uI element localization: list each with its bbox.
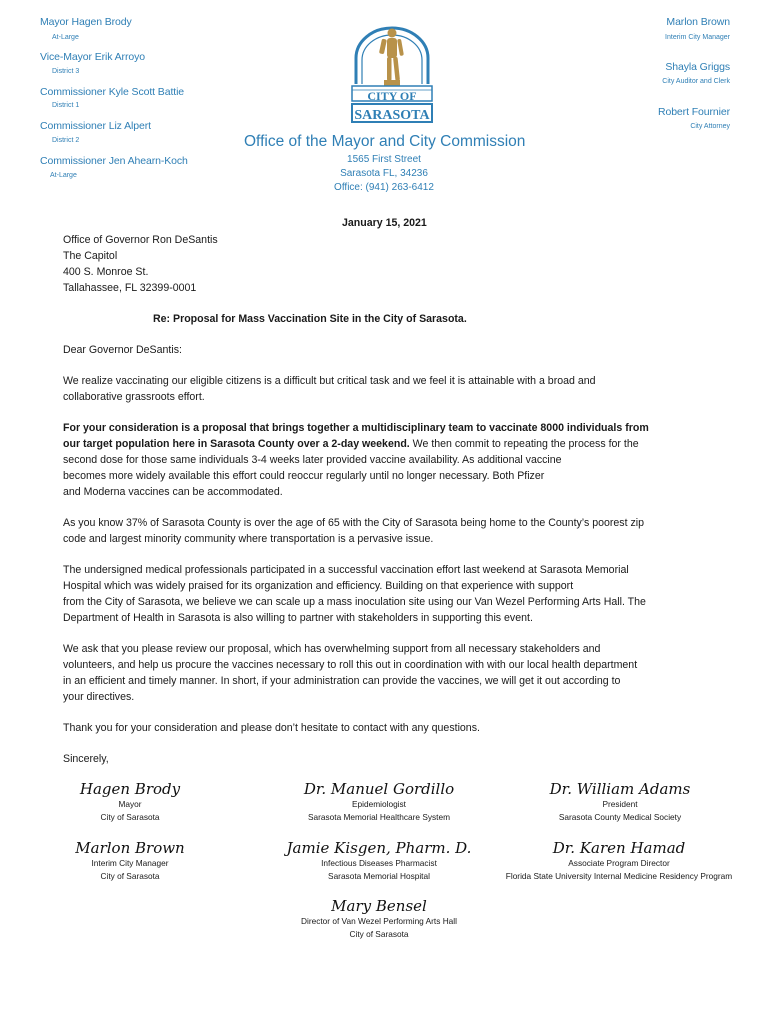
recipient-line: The Capitol	[63, 250, 118, 262]
staff-name: Robert Fournier	[657, 106, 730, 118]
paragraph-line: For your consideration is a proposal that brings together a multidisciplinary team to vaccinate 8000 individuals from	[63, 422, 649, 434]
paragraph-line: volunteers, and help us procure the vaccines necessary to roll this out in coordination with with our local health department	[63, 659, 638, 671]
office-phone: Office: (941) 263-6412	[334, 182, 434, 193]
signature-title: Mayor	[118, 799, 142, 809]
paragraph-2	[63, 420, 723, 500]
signature-block	[40, 780, 220, 824]
paragraph-line: in an efficient and timely manner. In short, if your administration can provide the vaccines, we will get it out according to	[63, 675, 621, 687]
paragraph-6: Thank you for your consideration and please don’t hesitate to contact with any questions.	[63, 722, 480, 734]
paragraph-3	[63, 515, 723, 547]
paragraph-line: collaborative grassroots effort.	[63, 391, 205, 403]
official-name: Mayor Hagen Brody	[40, 16, 132, 28]
paragraph-line: and Moderna vaccines can be accommodated.	[63, 486, 283, 498]
signature-name: Dr. Karen Hamad	[552, 839, 686, 857]
signature-title: Interim City Manager	[91, 858, 169, 868]
recipient-address	[63, 232, 723, 296]
paragraph-1	[63, 373, 723, 405]
paragraph-line: As you know 37% of Sarasota County is over the age of 65 with the City of Sarasota being home to the County’s poorest zip	[63, 517, 645, 529]
closing: Sincerely,	[63, 753, 109, 765]
official-name: Commissioner Liz Alpert	[40, 120, 151, 132]
signature-org: City of Sarasota	[349, 929, 409, 939]
signature-org: Sarasota Memorial Healthcare System	[307, 812, 451, 822]
signature-org: Sarasota Memorial Hospital	[328, 871, 430, 881]
office-title: Office of the Mayor and City Commission	[244, 133, 526, 150]
signature-block	[254, 780, 504, 824]
signature-title: Epidemiologist	[352, 799, 406, 809]
signature-org: City of Sarasota	[100, 871, 160, 881]
official-name: Vice-Mayor Erik Arroyo	[40, 51, 145, 63]
city-seal-icon	[350, 24, 434, 130]
signature-org: City of Sarasota	[100, 812, 160, 822]
signature-title: Infectious Diseases Pharmacist	[321, 858, 437, 868]
letter-subject: Re: Proposal for Mass Vaccination Site in the City of Sarasota.	[153, 313, 467, 325]
signature-name: Dr. William Adams	[549, 780, 691, 798]
signature-name: Jamie Kisgen, Pharm. D.	[286, 839, 472, 857]
paragraph-line: from the City of Sarasota, we believe we can scale up a mass inoculation site using our Van Wezel Performing Arts Hall. The	[63, 596, 646, 608]
staff-title: Interim City Manager	[665, 34, 730, 41]
paragraph-line: becomes more widely available this effort could reoccur regularly until no longer necessary. Both Pfizer	[63, 470, 545, 482]
logo-city-of: CITY OF	[367, 89, 417, 103]
signature-org: Florida State University Internal Medicine Residency Program	[505, 871, 733, 881]
recipient-line: 400 S. Monroe St.	[63, 266, 149, 278]
official-district: District 1	[52, 102, 80, 109]
paragraph-line: We ask that you please review our proposal, which has overwhelming support from all necessary stakeholders and	[63, 643, 601, 655]
signature-block	[490, 839, 748, 883]
city-logo	[350, 24, 434, 135]
official-district: District 3	[52, 68, 80, 75]
paragraph-line: We realize vaccinating our eligible citizens is a difficult but critical task and we feel it is attainable with a broad and	[63, 375, 596, 387]
signature-block	[520, 780, 720, 824]
bold-phrase: our target population here in Sarasota County over a 2-day weekend.	[63, 438, 410, 450]
signature-name: Hagen Brody	[79, 780, 181, 798]
salutation: Dear Governor DeSantis:	[63, 344, 182, 356]
signature-block	[254, 897, 504, 941]
paragraph-line: Hospital which was widely praised for its organization and efficiency. Building on that experience with support	[63, 580, 574, 592]
signature-name: Marlon Brown	[75, 839, 185, 857]
official-district: District 2	[52, 137, 80, 144]
paragraph-line: code and largest minority community where transportation is a pervasive issue.	[63, 533, 434, 545]
signature-title: President	[602, 799, 638, 809]
signature-title: Associate Program Director	[568, 858, 670, 868]
paragraph-line: second dose for those same individuals 3-4 weeks later provided vaccine availability. As additional vaccine	[63, 454, 562, 466]
signature-block	[40, 839, 220, 883]
official-district: At-Large	[52, 34, 79, 41]
paragraph-5	[63, 641, 723, 705]
logo-sarasota: SARASOTA	[354, 108, 430, 123]
signature-title: Director of Van Wezel Performing Arts Hall	[300, 916, 457, 926]
office-address-city: Sarasota FL, 34236	[340, 168, 428, 179]
paragraph-line	[63, 436, 723, 452]
staff-title: City Attorney	[690, 123, 730, 130]
staff-name: Marlon Brown	[666, 16, 730, 28]
recipient-line: Tallahassee, FL 32399-0001	[63, 282, 197, 294]
paragraph-line: The undersigned medical professionals participated in a successful vaccination effort last weekend at Sarasota Memorial	[63, 564, 629, 576]
signature-block	[254, 839, 504, 883]
staff-title: City Auditor and Clerk	[662, 78, 730, 85]
official-name: Commissioner Jen Ahearn-Koch	[40, 155, 188, 167]
official-district: At-Large	[50, 172, 77, 179]
official-name: Commissioner Kyle Scott Battie	[40, 86, 185, 98]
paragraph-text: We then commit to repeating the process for the	[409, 438, 639, 450]
signature-name: Dr. Manuel Gordillo	[303, 780, 455, 798]
staff-name: Shayla Griggs	[665, 61, 730, 73]
office-address-street: 1565 First Street	[347, 154, 421, 165]
signature-org: Sarasota County Medical Society	[558, 812, 682, 822]
paragraph-line: Department of Health in Sarasota is also willing to partner with stakeholders in supporting this event.	[63, 612, 533, 624]
signature-name: Mary Bensel	[331, 897, 427, 915]
paragraph-4	[63, 562, 723, 626]
paragraph-line: your directives.	[63, 691, 135, 703]
recipient-line: Office of Governor Ron DeSantis	[63, 234, 218, 246]
letter-date: January 15, 2021	[342, 217, 427, 229]
